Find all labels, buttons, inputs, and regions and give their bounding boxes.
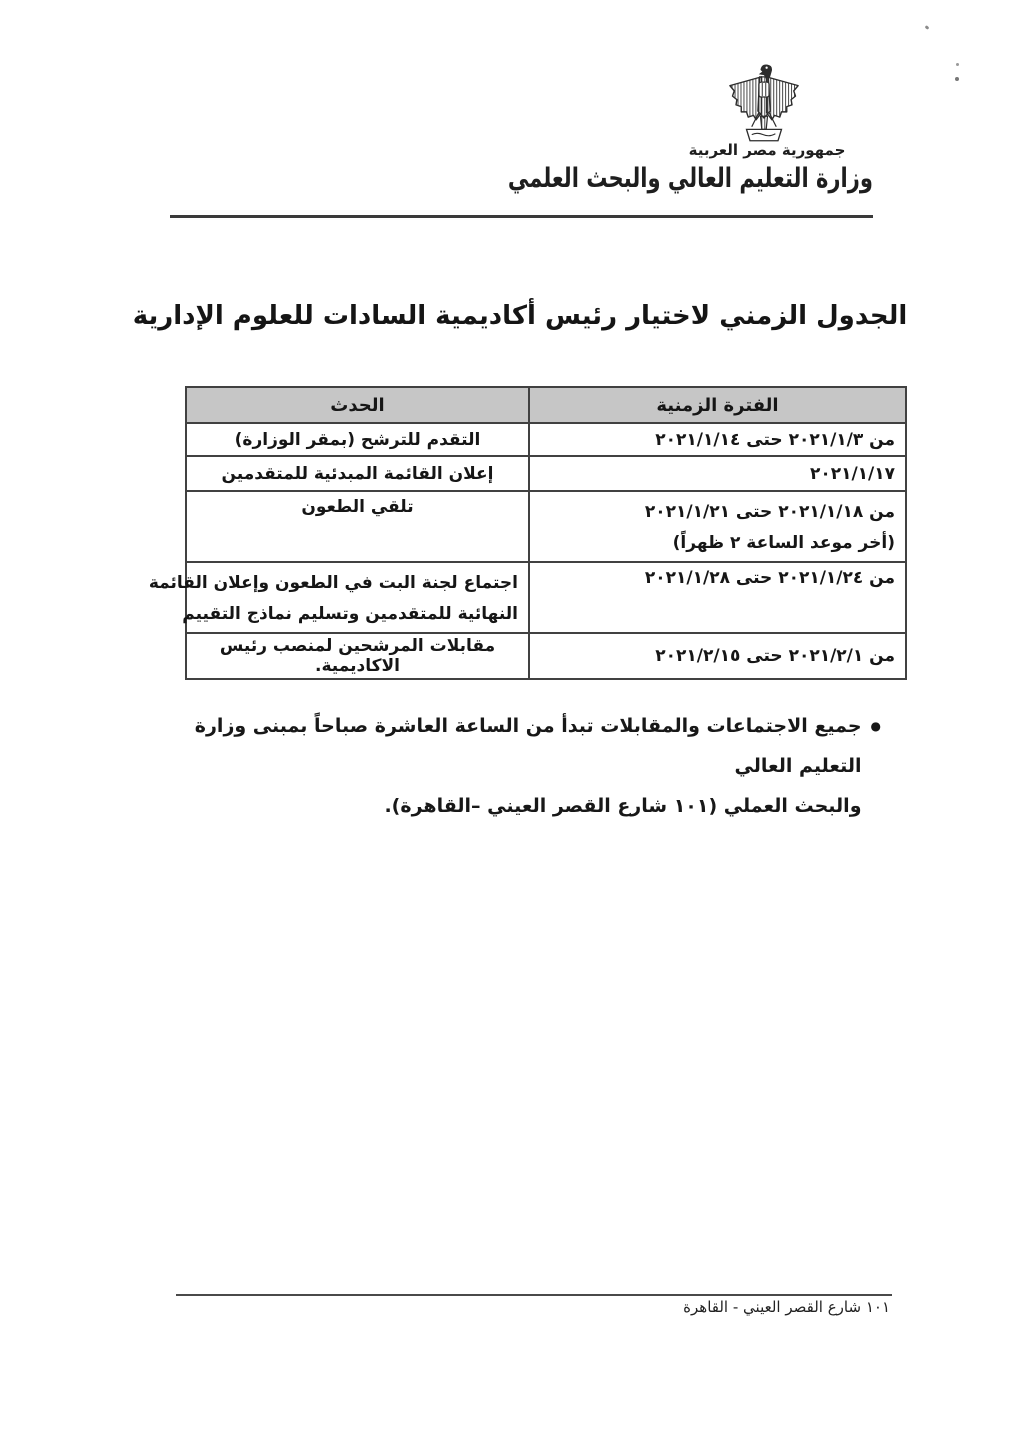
period-cell: من ٢٠٢١/١/٣ حتى ٢٠٢١/١/١٤ — [529, 423, 906, 456]
footer-divider — [176, 1294, 892, 1296]
period-deadline-note: (أخر موعد الساعة ٢ ظهراً) — [672, 533, 895, 553]
event-cell: تلقي الطعون — [186, 491, 529, 562]
column-header-event: الحدث — [186, 387, 529, 423]
letterhead-divider — [170, 215, 873, 218]
event-cell: التقدم للترشح (بمقر الوزارة) — [186, 423, 529, 456]
period-cell: ٢٠٢١/١/١٧ — [529, 456, 906, 491]
event-line-1: اجتماع لجنة البت في الطعون وإعلان القائمة — [148, 573, 518, 593]
republic-name-label: جمهورية مصر العربية — [688, 141, 846, 159]
table-row — [186, 562, 906, 633]
scan-speck — [925, 25, 930, 30]
period-cell: من ٢٠٢١/١/٢٤ حتى ٢٠٢١/١/٢٨ — [529, 562, 906, 633]
event-cell: مقابلات المرشحين لمنصب رئيس الاكاديمية. — [186, 633, 529, 679]
bullet-icon: ● — [870, 719, 881, 733]
egypt-eagle-emblem-icon — [722, 62, 806, 146]
note-line-1: جميع الاجتماعات والمقابلات تبدأ من الساعة العاشرة صباحاً بمبنى وزارة التعليم العالي — [194, 715, 862, 777]
table-row — [186, 456, 906, 491]
column-header-period: الفترة الزمنية — [529, 387, 906, 423]
ministry-name-calligraphy: وزارة التعليم العالي والبحث العلمي — [507, 163, 873, 194]
period-cell: من ٢٠٢١/٢/١ حتى ٢٠٢١/٢/١٥ — [529, 633, 906, 679]
note-line-2: والبحث العملي (١٠١ شارع القصر العيني –القاهرة). — [384, 795, 862, 817]
period-range: من ٢٠٢١/١/١٨ حتى ٢٠٢١/١/٢١ — [644, 502, 895, 522]
event-line-2: النهائية للمتقدمين وتسليم نماذج التقييم — [182, 604, 518, 624]
scan-speck — [955, 77, 959, 81]
meetings-note — [161, 706, 881, 826]
footer-address: ١٠١ شارع القصر العيني - القاهرة — [683, 1298, 890, 1316]
event-cell: إعلان القائمة المبدئية للمتقدمين — [186, 456, 529, 491]
period-cell — [529, 491, 906, 562]
table-row — [186, 423, 906, 456]
table-row — [186, 633, 906, 679]
note-text — [161, 706, 862, 826]
table-header-row — [186, 387, 906, 423]
scan-speck — [956, 63, 959, 66]
schedule-table — [148, 386, 907, 680]
event-cell — [148, 562, 529, 633]
table-row — [186, 491, 906, 562]
page-title: الجدول الزمني لاختيار رئيس أكاديمية السادات للعلوم الإدارية — [132, 301, 908, 331]
